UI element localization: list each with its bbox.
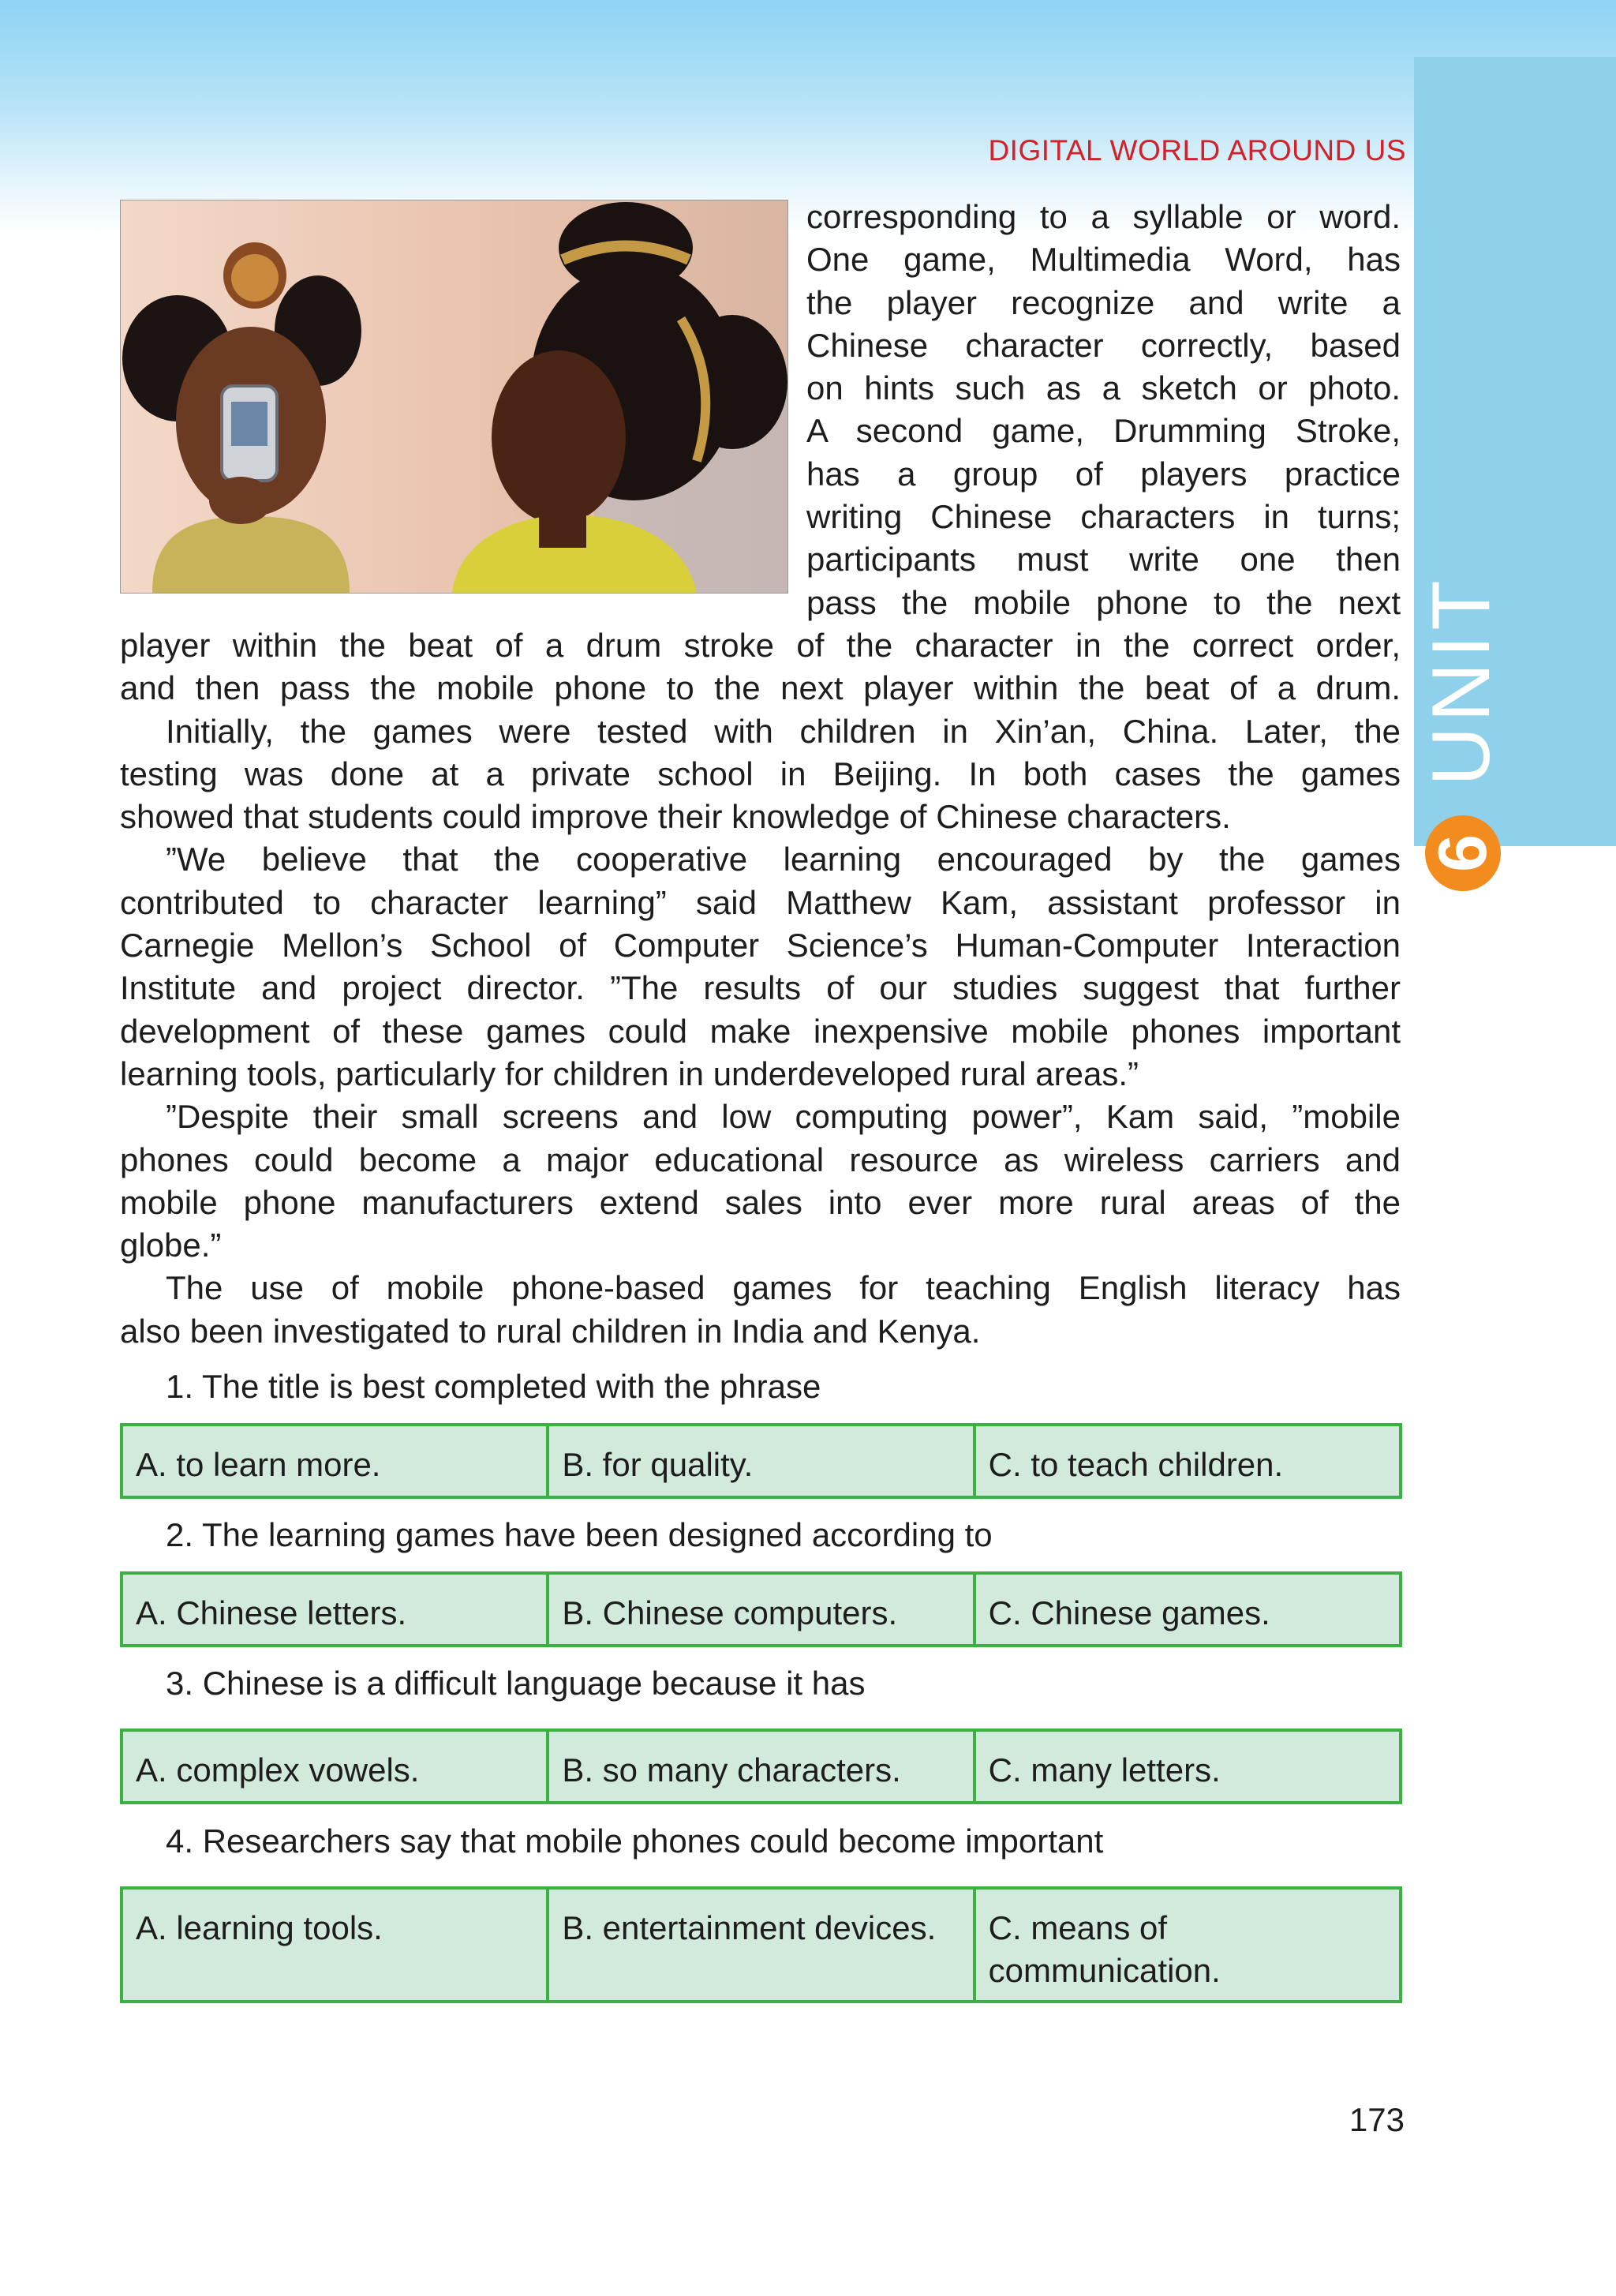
option-b[interactable]: B. for quality. bbox=[548, 1425, 974, 1497]
text-line: player within the beat of a drum stroke of the character in the correct order, bbox=[120, 627, 1401, 664]
text-line: pass the mobile phone to the next bbox=[806, 583, 1401, 621]
option-c[interactable]: C. to teach children. bbox=[974, 1425, 1401, 1497]
option-b[interactable]: B. so many characters. bbox=[548, 1730, 974, 1803]
unit-number-badge bbox=[1425, 815, 1501, 891]
text-line: Chinese character correctly, based bbox=[806, 326, 1401, 364]
text-line: A second game, Drumming Stroke, bbox=[806, 412, 1401, 450]
text-line: ”Despite their small screens and low computing power”, Kam said, ”mobile bbox=[166, 1098, 1401, 1136]
body-text bbox=[120, 624, 1401, 1353]
text-line: globe.” bbox=[120, 1227, 222, 1264]
option-c[interactable]: C. means of communication. bbox=[974, 1888, 1401, 2002]
text-line: Institute and project director. ”The results of our studies suggest that further bbox=[120, 969, 1401, 1007]
option-b[interactable]: B. entertainment devices. bbox=[548, 1888, 974, 2002]
text-line: on hints such as a sketch or photo. bbox=[806, 369, 1401, 407]
question-1-prompt: 1. The title is best completed with the phrase bbox=[166, 1368, 821, 1405]
text-line: Initially, the games were tested with children in Xin’an, China. Later, the bbox=[166, 712, 1401, 750]
text-line: the player recognize and write a bbox=[806, 283, 1401, 321]
option-a[interactable]: A. complex vowels. bbox=[122, 1730, 548, 1803]
unit-label-text: UNIT bbox=[1415, 575, 1507, 786]
photo-illustration bbox=[121, 200, 787, 593]
text-line: has a group of players practice bbox=[806, 455, 1401, 493]
text-line: also been investigated to rural children in India and Kenya. bbox=[120, 1312, 981, 1350]
question-4-prompt: 4. Researchers say that mobile phones could become important bbox=[166, 1822, 1104, 1860]
text-line: ”We believe that the cooperative learning encouraged by the games bbox=[166, 841, 1401, 878]
text-line: development of these games could make inexpensive mobile phones important bbox=[120, 1012, 1401, 1050]
text-line: contributed to character learning” said Matthew Kam, assistant professor in bbox=[120, 883, 1401, 921]
wrap-text-column bbox=[806, 196, 1401, 624]
text-line: Carnegie Mellon’s School of Computer Science’s Human-Computer Interaction bbox=[120, 927, 1401, 964]
text-line: corresponding to a syllable or word. bbox=[806, 198, 1401, 235]
question-3-options bbox=[120, 1729, 1402, 1804]
text-line: The use of mobile phone-based games for teaching English literacy has bbox=[166, 1269, 1401, 1307]
option-c[interactable]: C. many letters. bbox=[974, 1730, 1401, 1803]
question-3-prompt: 3. Chinese is a difficult language because it has bbox=[166, 1665, 866, 1702]
unit-label bbox=[1415, 550, 1507, 811]
question-2-prompt: 2. The learning games have been designed according to bbox=[166, 1516, 993, 1553]
option-a[interactable]: A. learning tools. bbox=[122, 1888, 548, 2002]
question-2-options bbox=[120, 1571, 1402, 1647]
text-line: and then pass the mobile phone to the next player within the beat of a drum. bbox=[120, 669, 1401, 707]
option-b[interactable]: B. Chinese computers. bbox=[548, 1573, 974, 1646]
text-line: One game, Multimedia Word, has bbox=[806, 241, 1401, 279]
text-line: participants must write one then bbox=[806, 541, 1401, 579]
text-line: writing Chinese characters in turns; bbox=[806, 498, 1401, 536]
text-line: mobile phone manufacturers extend sales into ever more rural areas of the bbox=[120, 1183, 1401, 1221]
photo-women-with-mobile-phone bbox=[120, 200, 788, 594]
option-a[interactable]: A. to learn more. bbox=[122, 1425, 548, 1497]
text-line: learning tools, particularly for children in underdeveloped rural areas.” bbox=[120, 1054, 1139, 1092]
section-title: DIGITAL WORLD AROUND US bbox=[988, 134, 1406, 167]
text-line: phones could become a major educational resource as wireless carriers and bbox=[120, 1141, 1401, 1178]
question-4-options bbox=[120, 1886, 1402, 2003]
question-1-options bbox=[120, 1423, 1402, 1499]
option-a[interactable]: A. Chinese letters. bbox=[122, 1573, 548, 1646]
page-number: 173 bbox=[1349, 2101, 1405, 2138]
unit-number: 6 bbox=[1425, 834, 1501, 872]
text-line: testing was done at a private school in Beijing. In both cases the games bbox=[120, 755, 1401, 792]
text-line: showed that students could improve their knowledge of Chinese characters. bbox=[120, 798, 1231, 836]
option-c[interactable]: C. Chinese games. bbox=[974, 1573, 1401, 1646]
